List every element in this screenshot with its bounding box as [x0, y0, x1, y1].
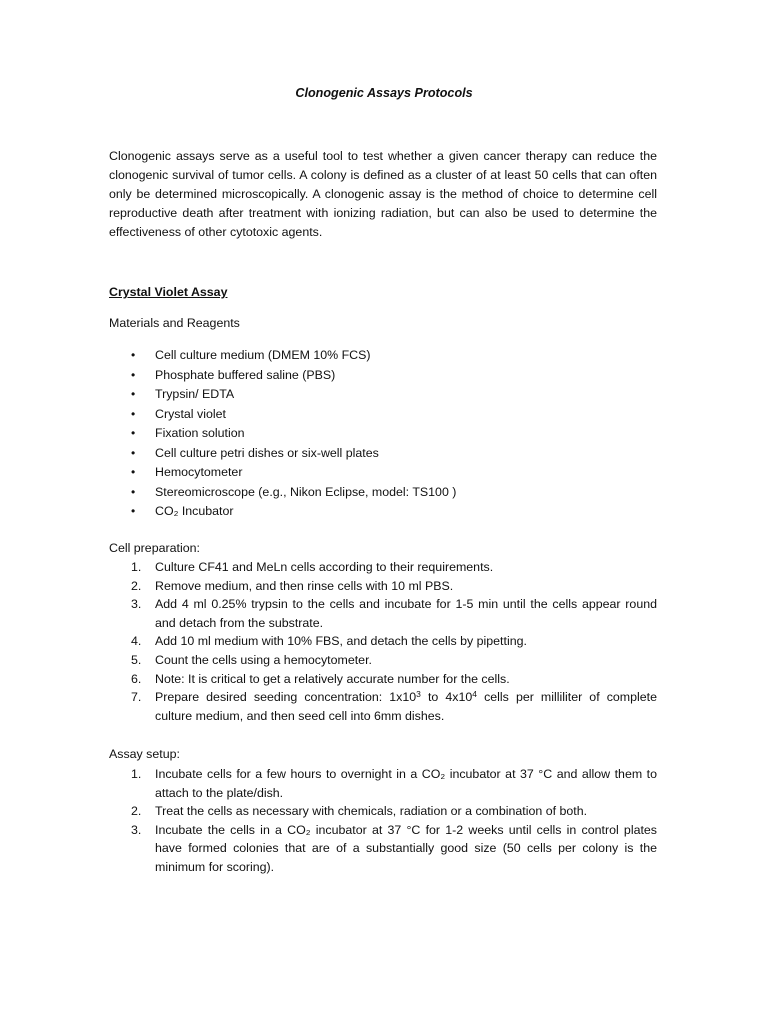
material-item-text: CO₂ Incubator [155, 504, 234, 518]
document-title: Clonogenic Assays Protocols [295, 86, 473, 100]
material-item-text: Crystal violet [155, 406, 226, 421]
material-item-text: Cell culture medium (DMEM 10% FCS) [155, 348, 371, 362]
list-item [109, 385, 657, 405]
list-item [109, 424, 657, 444]
list-item [109, 502, 657, 522]
list-item [109, 651, 657, 670]
assay-setup-heading: Assay setup: [109, 747, 180, 761]
step-number: 3. [131, 597, 142, 612]
step-text: Add 4 ml 0.25% trypsin to the cells and incubate for 1-5 min until the cells appear round and detach from the substrate. [155, 597, 657, 630]
list-item [109, 558, 657, 577]
list-item [109, 821, 657, 877]
list-item [109, 688, 657, 725]
bullet-icon: • [131, 426, 136, 440]
superscript-exponent: 4 [472, 688, 477, 699]
bullet-icon: • [131, 348, 136, 362]
bullet-icon: • [131, 484, 136, 499]
bullet-icon: • [131, 465, 136, 479]
step-text: Remove medium, and then rinse cells with 10 ml PBS. [155, 578, 454, 593]
step-text-part: Prepare desired seeding concentration: 1x10 [155, 690, 417, 705]
list-item [109, 632, 657, 651]
step-text: Count the cells using a hemocytometer. [155, 652, 372, 667]
materials-heading: Materials and Reagents [109, 316, 240, 330]
bullet-icon: • [131, 406, 136, 421]
bullet-icon: • [131, 445, 136, 460]
section-heading-crystal-violet: Crystal Violet Assay [109, 285, 228, 299]
list-item [109, 405, 657, 425]
list-item [109, 670, 657, 689]
list-item [109, 765, 657, 802]
assay-setup-list [109, 765, 657, 877]
list-item [109, 463, 657, 483]
bullet-icon: • [131, 387, 136, 401]
step-text [155, 690, 657, 723]
materials-list [109, 346, 657, 522]
list-item [109, 444, 657, 464]
intro-paragraph: Clonogenic assays serve as a useful tool to test whether a given cancer therapy can reduce the clonogenic survival of tumor cells. A colony is defined as a cluster of at least 50 cells that can often only be determined microscopically. A clonogenic assay is the method of choice to determine cell reproductive death after treatment with ionizing radiation, but can also be used to determine the effectiveness of other cytotoxic agents. [109, 149, 657, 239]
step-number: 1. [131, 560, 142, 574]
step-number: 2. [131, 804, 142, 819]
cell-preparation-heading: Cell preparation: [109, 541, 200, 555]
bullet-icon: • [131, 367, 136, 382]
step-text: Add 10 ml medium with 10% FBS, and detach the cells by pipetting. [155, 634, 527, 649]
list-item [109, 595, 657, 632]
step-number: 7. [131, 690, 142, 705]
step-number: 4. [131, 634, 142, 649]
list-item [109, 577, 657, 596]
step-text: Culture CF41 and MeLn cells according to their requirements. [155, 560, 494, 574]
step-text: Incubate cells for a few hours to overnight in a CO₂ incubator at 37 °C and allow them to attach to the plate/dish. [155, 767, 657, 800]
material-item-text: Fixation solution [155, 426, 245, 440]
step-text-part: to 4x10 [420, 690, 473, 705]
step-text: Note: It is critical to get a relatively accurate number for the cells. [155, 671, 510, 686]
superscript-exponent: 3 [416, 688, 421, 699]
list-item [109, 483, 657, 503]
cell-preparation-list [109, 558, 657, 725]
step-text: Incubate the cells in a CO₂ incubator at 37 °C for 1-2 weeks until cells in control plates have formed colonies that are of a substantially good size (50 cells per colony is the minimum for scoring). [155, 822, 657, 874]
material-item-text: Cell culture petri dishes or six-well plates [155, 445, 379, 460]
step-number: 6. [131, 671, 142, 686]
step-text-part: cells per milliliter of complete culture medium, and then seed cell into 6mm dishes. [155, 690, 657, 723]
step-number: 1. [131, 767, 142, 781]
step-number: 3. [131, 822, 142, 837]
step-text: Treat the cells as necessary with chemicals, radiation or a combination of both. [155, 804, 588, 819]
material-item-text: Stereomicroscope (e.g., Nikon Eclipse, model: TS100 ) [155, 484, 457, 499]
material-item-text: Phosphate buffered saline (PBS) [155, 367, 336, 382]
list-item [109, 366, 657, 386]
bullet-icon: • [131, 504, 136, 518]
material-item-text: Trypsin/ EDTA [155, 387, 235, 401]
list-item [109, 346, 657, 366]
list-item [109, 802, 657, 821]
step-number: 5. [131, 652, 142, 667]
step-number: 2. [131, 578, 142, 593]
material-item-text: Hemocytometer [155, 465, 243, 479]
